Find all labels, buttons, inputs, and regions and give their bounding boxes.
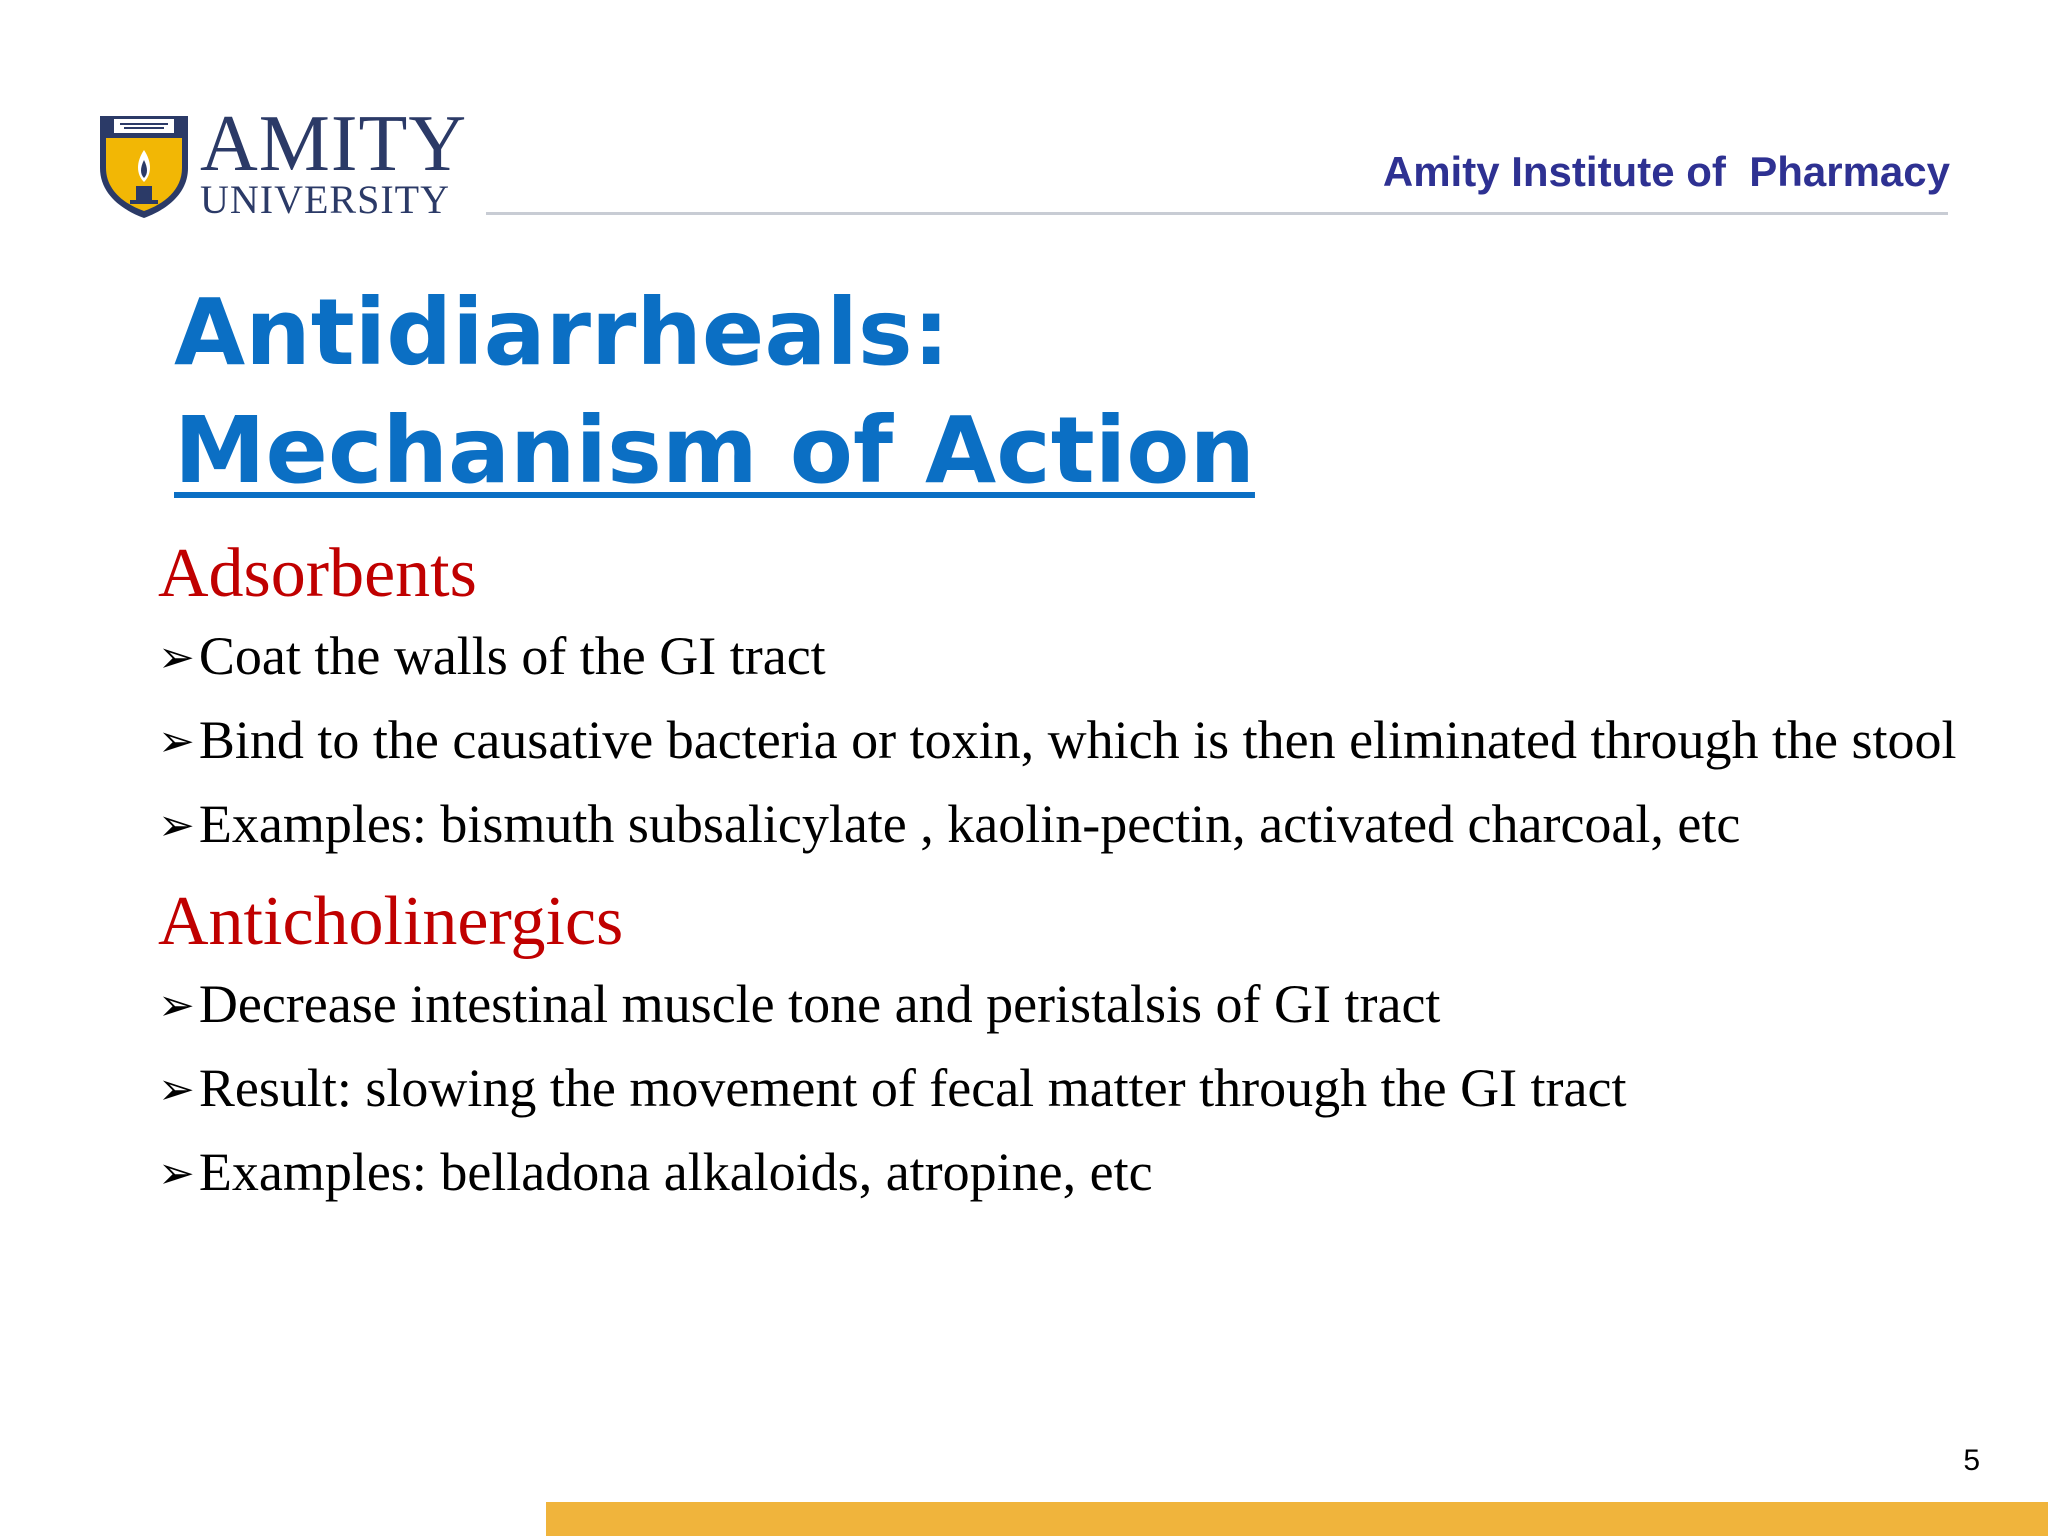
logo-word-university: UNIVERSITY [200, 177, 450, 222]
bullet-item [158, 706, 1958, 776]
bullet-text: Coat the walls of the GI tract [198, 626, 826, 686]
arrowhead-bullet-icon: ➢ [158, 1148, 195, 1199]
amity-university-logo [96, 100, 468, 224]
bullet-item [158, 622, 1958, 692]
title-line-1: Antidiarrheals: [174, 279, 950, 386]
section-adsorbents [158, 526, 1958, 860]
bullet-item [158, 970, 1958, 1040]
section-anticholinergics [158, 874, 1958, 1208]
header-divider [486, 212, 1948, 215]
page-number: 5 [1963, 1444, 1980, 1477]
arrowhead-bullet-icon: ➢ [158, 800, 195, 851]
bullet-item [158, 1054, 1958, 1124]
arrowhead-bullet-icon: ➢ [158, 632, 195, 683]
bullet-item [158, 1138, 1958, 1208]
logo-word-amity: AMITY [200, 100, 468, 188]
slide-title [174, 274, 1255, 510]
bullet-text: Result: slowing the movement of fecal matter through the GI tract [198, 1058, 1627, 1118]
arrowhead-bullet-icon: ➢ [158, 980, 195, 1031]
section-heading: Adsorbents [158, 535, 477, 612]
slide-body [158, 526, 1958, 1222]
bullet-text: Examples: belladona alkaloids, atropine, etc [198, 1142, 1153, 1202]
bullet-text: Decrease intestinal muscle tone and peristalsis of GI tract [198, 974, 1441, 1034]
title-line-2: Mechanism of Action [174, 397, 1255, 504]
bullet-item [158, 790, 1958, 860]
arrowhead-bullet-icon: ➢ [158, 1064, 195, 1115]
footer-accent-bar [546, 1502, 2048, 1536]
bullet-text: Bind to the causative bacteria or toxin, which is then eliminated through the stool [198, 710, 1957, 770]
arrowhead-bullet-icon: ➢ [158, 716, 195, 767]
institute-name: Amity Institute of Pharmacy [1382, 148, 1950, 195]
amity-crest-icon [96, 110, 192, 220]
section-heading: Anticholinergics [158, 883, 624, 960]
bullet-text: Examples: bismuth subsalicylate , kaolin-pectin, activated charcoal, etc [198, 794, 1741, 854]
